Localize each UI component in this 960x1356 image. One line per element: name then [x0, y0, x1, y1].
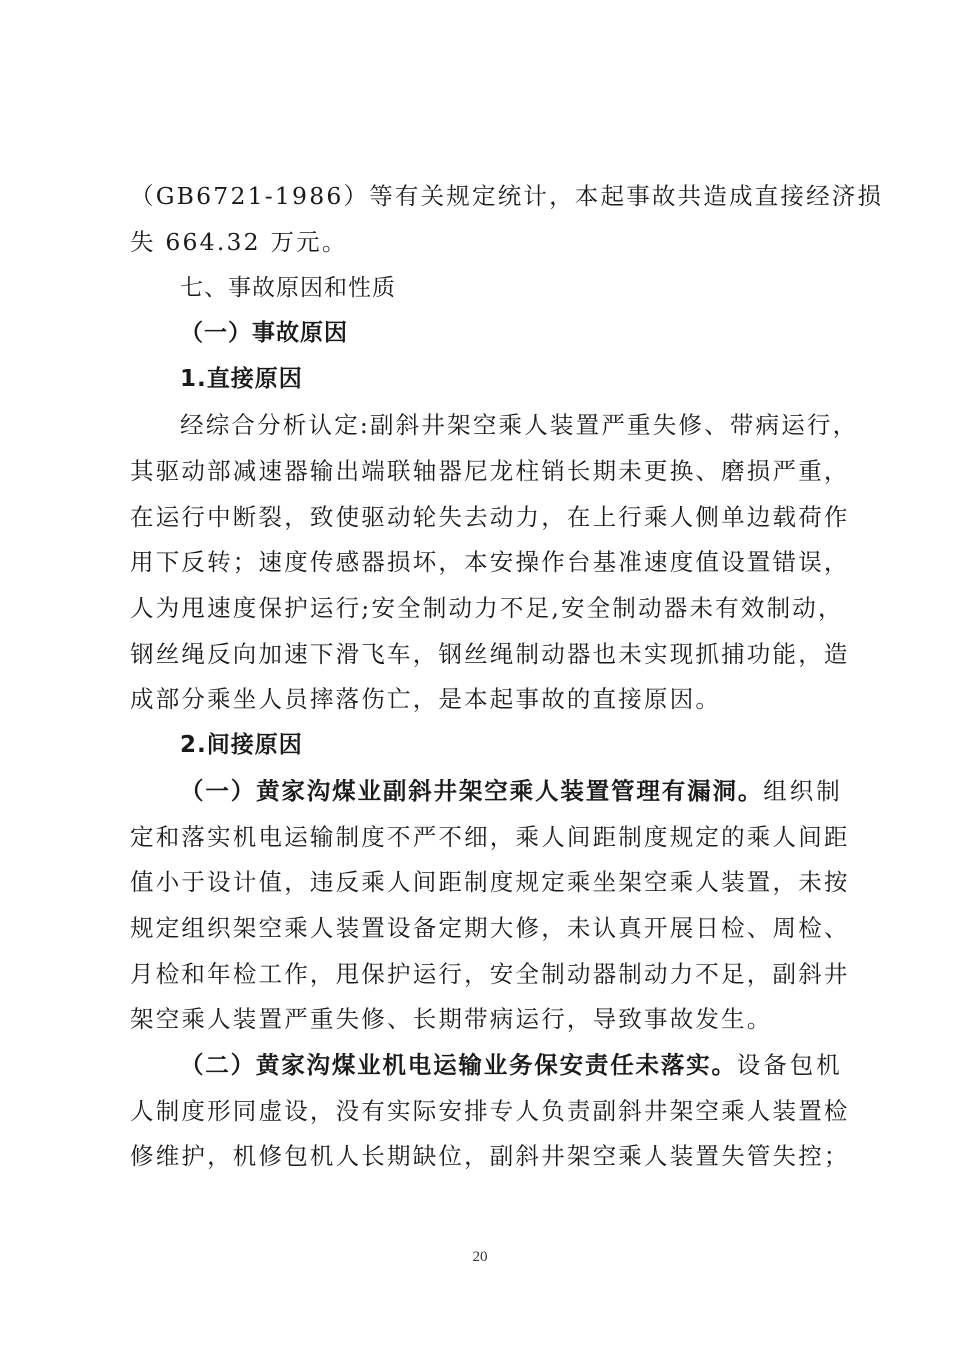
- paragraph-line: 修维护，机修包机人长期缺位，副斜井架空乘人装置失管失控；: [130, 1142, 850, 1170]
- paragraph-line: 经综合分析认定:副斜井架空乘人装置严重失修、带病运行，: [180, 411, 859, 439]
- paragraph-line: 月检和年检工作，甩保护运行，安全制动器制动力不足，副斜井: [130, 960, 850, 988]
- paragraph-line: 失 664.32 万元。: [130, 228, 348, 256]
- paragraph-line: 钢丝绳反向加速下滑飞车，钢丝绳制动器也未实现抓捕功能，造: [130, 640, 850, 668]
- indirect-cause-title: 2.间接原因: [180, 732, 303, 758]
- page-number: 20: [472, 1249, 488, 1265]
- paragraph-line: 用下反转；速度传感器损坏，本安操作台基准速度值设置错误，: [130, 548, 850, 576]
- item-text: 组织制: [763, 777, 842, 805]
- section-title: 七、事故原因和性质: [180, 275, 396, 301]
- paragraph-line: 架空乘人装置严重失修、长期带病运行，导致事故发生。: [130, 1005, 773, 1033]
- paragraph-line: [180, 1050, 842, 1080]
- subsection-title: （一）事故原因: [180, 320, 348, 346]
- paragraph-line: （GB6721-1986）等有关规定统计，本起事故共造成直接经济损: [130, 182, 884, 210]
- paragraph-line: 定和落实机电运输制度不严不细，乘人间距制度规定的乘人间距: [130, 823, 850, 851]
- direct-cause-title: 1.直接原因: [180, 366, 303, 392]
- item-text: 设备包机: [736, 1051, 842, 1079]
- item-heading: （二）黄家沟煤业机电运输业务保安责任未落实。: [180, 1051, 737, 1079]
- paragraph-line: 值小于设计值，违反乘人间距制度规定乘坐架空乘人装置，未按: [130, 868, 850, 896]
- paragraph-line: 其驱动部减速器输出端联轴器尼龙柱销长期未更换、磨损严重，: [130, 457, 850, 485]
- paragraph-line: 人为甩速度保护运行;安全制动力不足,安全制动器未有效制动，: [130, 594, 844, 622]
- item-heading: （一）黄家沟煤业副斜井架空乘人装置管理有漏洞。: [180, 777, 764, 805]
- paragraph-line: 人制度形同虚设，没有实际安排专人负责副斜井架空乘人装置检: [130, 1097, 850, 1125]
- paragraph-line: 成部分乘坐人员摔落伤亡，是本起事故的直接原因。: [130, 685, 722, 713]
- paragraph-line: 在运行中断裂，致使驱动轮失去动力，在上行乘人侧单边载荷作: [130, 503, 850, 531]
- paragraph-line: 规定组织架空乘人装置设备定期大修，未认真开展日检、周检、: [130, 914, 850, 942]
- paragraph-line: [180, 776, 842, 806]
